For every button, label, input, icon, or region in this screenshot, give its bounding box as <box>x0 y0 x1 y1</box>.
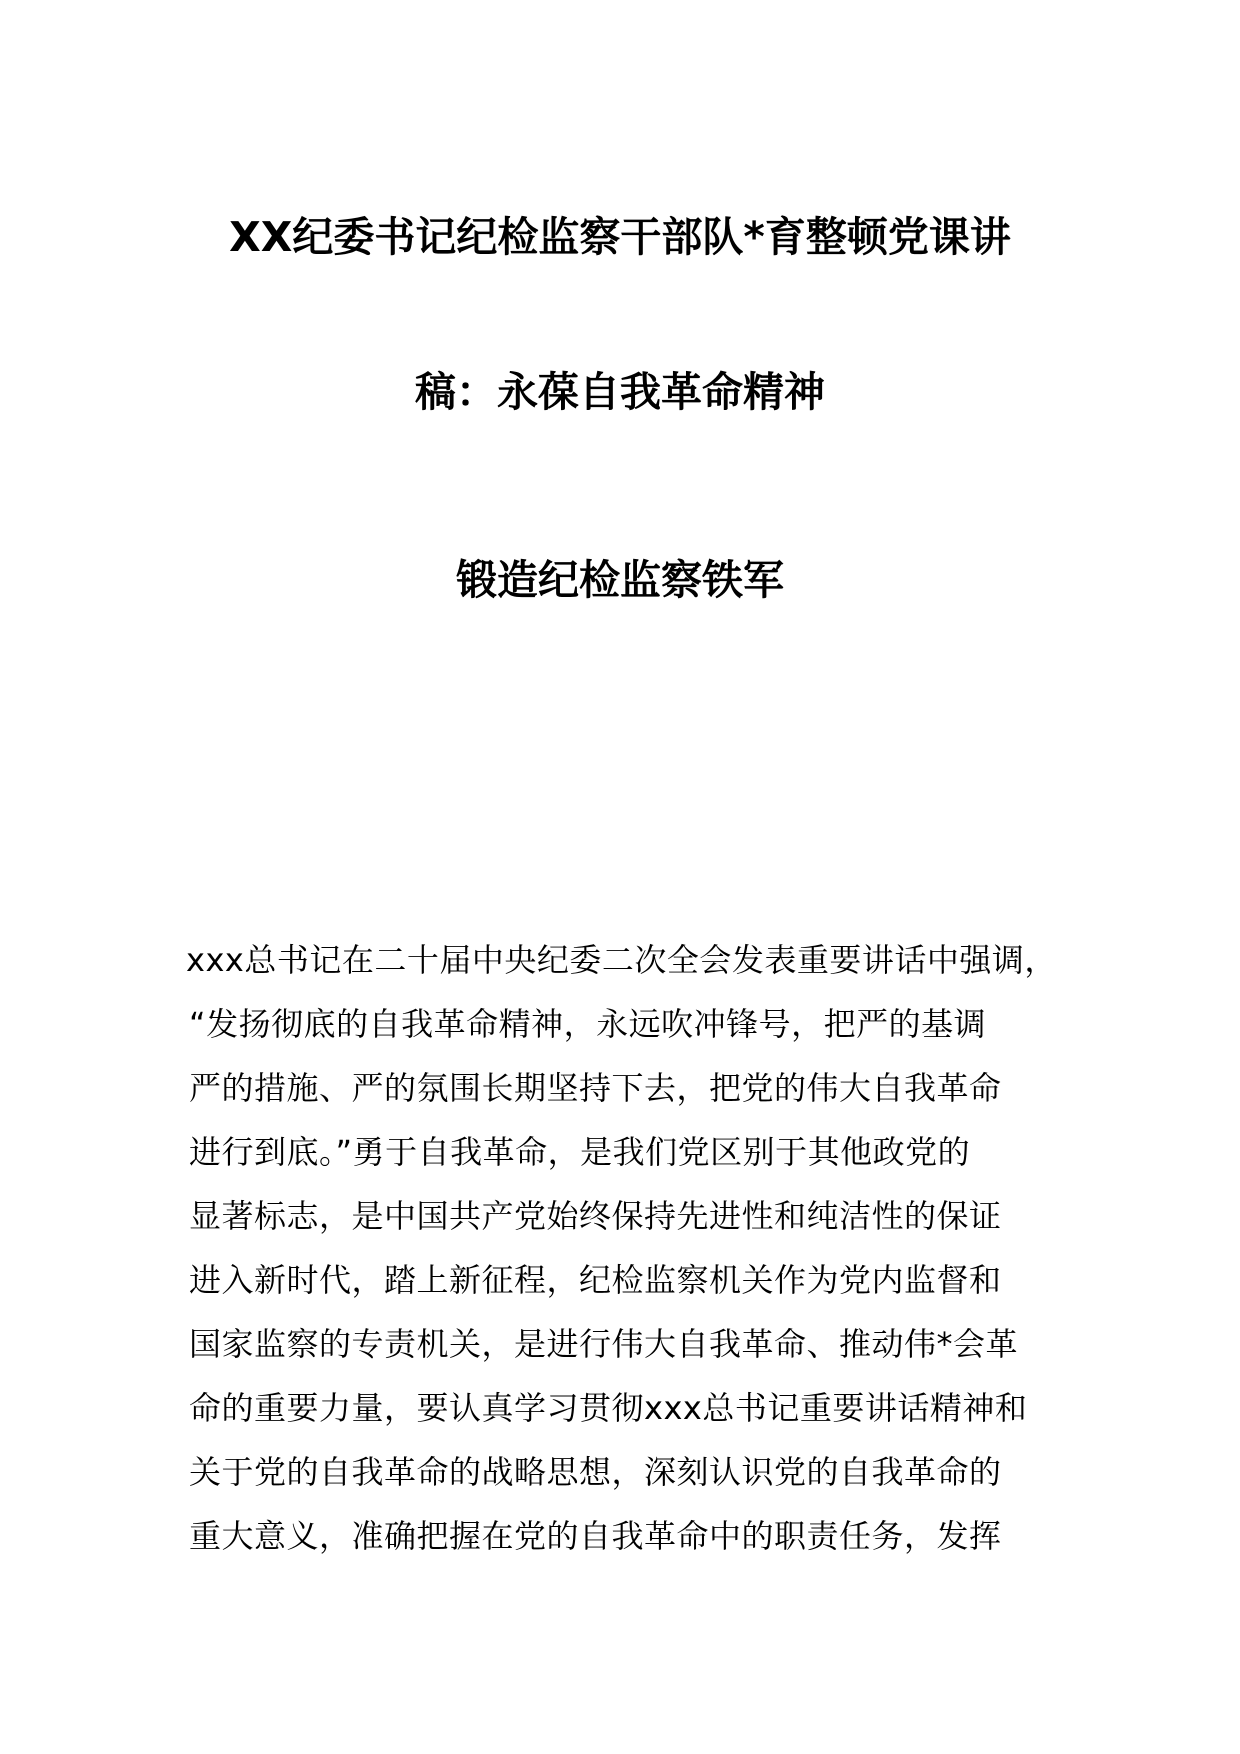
body-line: 进入新时代，踏上新征程，纪检监察机关作为党内监督和 <box>189 1261 1002 1299</box>
body-line: 命的重要力量，要认真学习贯彻xxx总书记重要讲话精神和 <box>189 1389 1028 1427</box>
document-title-line-1: XX纪委书记纪检监察干部队*育整顿党课讲 <box>229 213 1011 261</box>
document-title-line-2: 稿：永葆自我革命精神 <box>415 368 825 416</box>
body-line: 进行到底。”勇于自我革命，是我们党区别于其他政党的 <box>189 1133 971 1171</box>
body-line: 严的措施、严的氛围长期坚持下去，把党的伟大自我革命 <box>189 1069 1002 1107</box>
body-line: 关于党的自我革命的战略思想，深刻认识党的自我革命的 <box>189 1453 1002 1491</box>
document-title-line-3: 锻造纪检监察铁军 <box>456 556 784 604</box>
body-line: 显著标志，是中国共产党始终保持先进性和纯洁性的保证 <box>189 1197 1002 1235</box>
body-line: 重大意义，准确把握在党的自我革命中的职责任务，发挥 <box>189 1517 1002 1555</box>
body-line: 国家监察的专责机关，是进行伟大自我革命、推动伟*会革 <box>189 1325 1019 1363</box>
body-line: xxx总书记在二十届中央纪委二次全会发表重要讲话中强调， <box>186 941 1057 979</box>
body-line: “发扬彻底的自我革命精神，永远吹冲锋号，把严的基调 <box>189 1005 987 1043</box>
